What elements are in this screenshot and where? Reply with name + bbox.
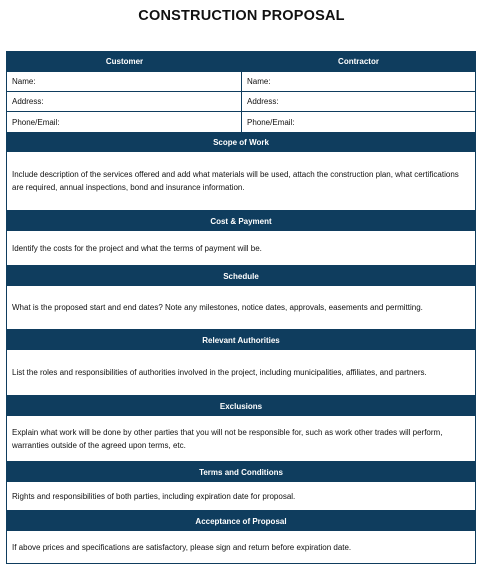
parties-row-name	[7, 72, 475, 92]
proposal-form	[6, 51, 476, 564]
section-body-authorities[interactable]: List the roles and responsibilities of authorities involved in the project, including municipalities, affiliates, and partners.	[7, 350, 475, 396]
section-body-acceptance[interactable]: If above prices and specifications are satisfactory, please sign and return before expiration date.	[12, 542, 352, 552]
customer-name-field[interactable]: Name:	[7, 72, 242, 91]
parties-row-phone	[7, 112, 475, 132]
section-body-terms[interactable]: Rights and responsibilities of both parties, including expiration date for proposal.	[7, 482, 475, 511]
contractor-address-field[interactable]: Address:	[247, 97, 279, 106]
parties-row-address	[7, 92, 475, 112]
section-heading-authorities: Relevant Authorities	[7, 330, 475, 350]
customer-heading: Customer	[105, 57, 144, 66]
section-heading-cost: Cost & Payment	[7, 211, 475, 231]
section-heading-scope: Scope of Work	[7, 132, 475, 152]
customer-phone-field[interactable]: Phone/Email:	[7, 112, 242, 132]
parties-header-bar	[7, 52, 475, 72]
section-heading-exclusions: Exclusions	[7, 396, 475, 416]
contractor-phone-field[interactable]: Phone/Email:	[247, 117, 295, 127]
section-heading-terms: Terms and Conditions	[7, 462, 475, 482]
contractor-name-field[interactable]: Name:	[247, 77, 271, 86]
section-body-schedule[interactable]: What is the proposed start and end dates? Note any milestones, notice dates, approvals, easements and permitting.	[7, 286, 475, 330]
section-body-scope[interactable]: Include description of the services offered and add what materials will be used, attach the construction plan, what certifications are required, annual inspections, bond and insurance information.	[7, 152, 475, 211]
section-body-exclusions[interactable]: Explain what work will be done by other parties that you will not be responsible for, such as work other trades will perform, warranties outside of the agreed upon terms, etc.	[7, 416, 475, 462]
section-heading-acceptance: Acceptance of Proposal	[7, 511, 475, 531]
section-heading-schedule: Schedule	[7, 266, 475, 286]
document-title: CONSTRUCTION PROPOSAL	[138, 8, 345, 24]
customer-address-field[interactable]: Address:	[7, 92, 242, 111]
contractor-heading: Contractor	[338, 57, 379, 66]
section-body-cost[interactable]: Identify the costs for the project and what the terms of payment will be.	[7, 231, 475, 266]
